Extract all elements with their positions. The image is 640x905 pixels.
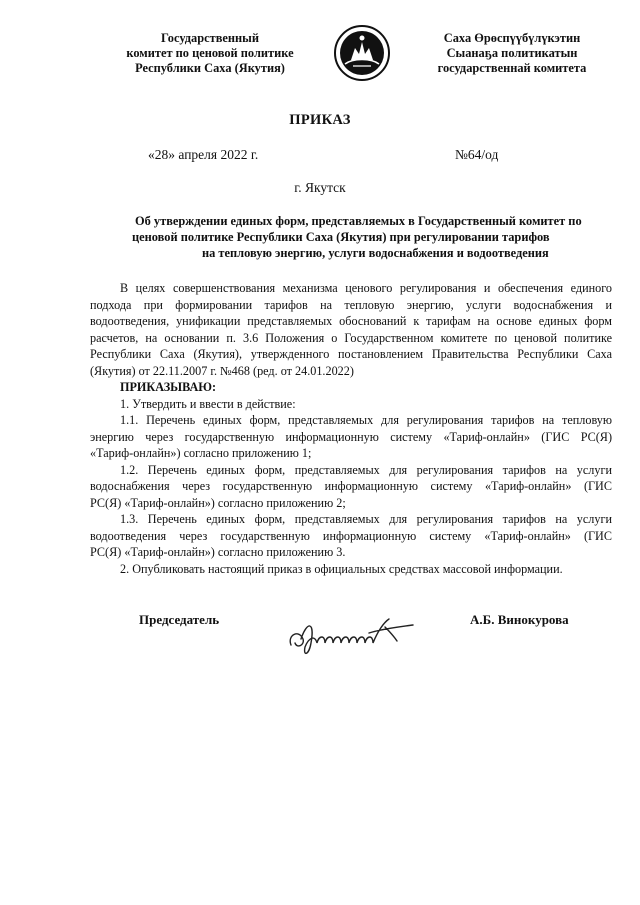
org-name-line: Саха Өрөспүүбүлүкэтин [443,31,581,45]
text-line: подхода при формировании тарифов на тепловую энергию, услуги водоснабжения и [90,297,612,312]
text-line: расчетов, на основании п. 3.6 Положения о Государственном комитете по ценовой политике [90,330,612,345]
text-line: водоотведения, унификации представляемых обоснований к тарифам на основе единых форм [90,314,612,328]
org-name-line: Сыанаҕа политикатын [446,46,578,60]
text-line: 1.2. Перечень единых форм, представляемых для регулирования тарифов на услуги [120,462,612,477]
document-body [90,280,612,577]
org-name-line: комитет по ценовой политике [126,46,294,60]
text-line: В целях совершенствования механизма ценового регулирования и обеспечения единого [120,281,612,295]
preamble-paragraph [90,280,612,379]
text-line: водоотведения через государственную информационную систему «Тариф-онлайн» (ГИС [90,528,612,543]
org-name-line: государственнай комитета [437,61,587,75]
order-item-1-1 [90,412,612,462]
text-line: 1.3. Перечень единых форм, представляемых для регулирования тарифов на услуги [120,512,612,526]
order-item-2: 2. Опубликовать настоящий приказ в официальных средствах массовой информации. [120,561,563,576]
subject-line: Об утверждении единых форм, представляемых в Государственный комитет по [135,214,582,228]
signatory-name: А.Б. Винокурова [470,612,569,627]
coat-of-arms-emblem [333,24,391,82]
text-line: РС(Я) «Тариф-онлайн») согласно приложению 2; [90,495,346,510]
document-title: ПРИКАЗ [289,112,351,128]
document-number: №64/од [455,147,499,162]
text-line: 1.1. Перечень единых форм, представляемых для регулирования тарифов на тепловую [120,413,612,427]
subject-line: на тепловую энергию, услуги водоснабжения и водоотведения [202,246,549,260]
text-line: РС(Я) «Тариф-онлайн») согласно приложению 3. [90,545,346,559]
order-word: ПРИКАЗЫВАЮ: [120,380,217,394]
org-name-yakut [402,31,622,76]
document-date: «28» апреля 2022 г. [148,147,259,162]
text-line: водоснабжения через государственную информационную систему «Тариф-онлайн» (ГИС [90,479,612,493]
org-name-line: Государственный [161,31,259,45]
org-name-line: Республики Саха (Якутия) [135,61,285,75]
subject-line: ценовой политике Республики Саха (Якутия) при регулировании тарифов [132,230,550,244]
text-line: энергию через государственную информационную систему «Тариф-онлайн» (ГИС РС(Я) [90,429,612,444]
order-item-1-3 [90,511,612,561]
text-line: (Якутия) от 22.11.2007 г. №468 (ред. от 24.01.2022) [90,363,354,378]
document-subject [100,213,582,261]
order-item-1-2 [90,462,612,512]
text-line: «Тариф-онлайн») согласно приложению 1; [90,446,312,460]
handwritten-signature [285,613,425,663]
order-item-1: 1. Утвердить и ввести в действие: [120,396,296,411]
text-line: Республики Саха (Якутия), утвержденного постановлением Правительства Республики Саха [90,347,612,361]
document-city: г. Якутск [294,180,346,195]
signatory-role: Председатель [139,612,220,627]
org-name-russian [100,31,320,76]
